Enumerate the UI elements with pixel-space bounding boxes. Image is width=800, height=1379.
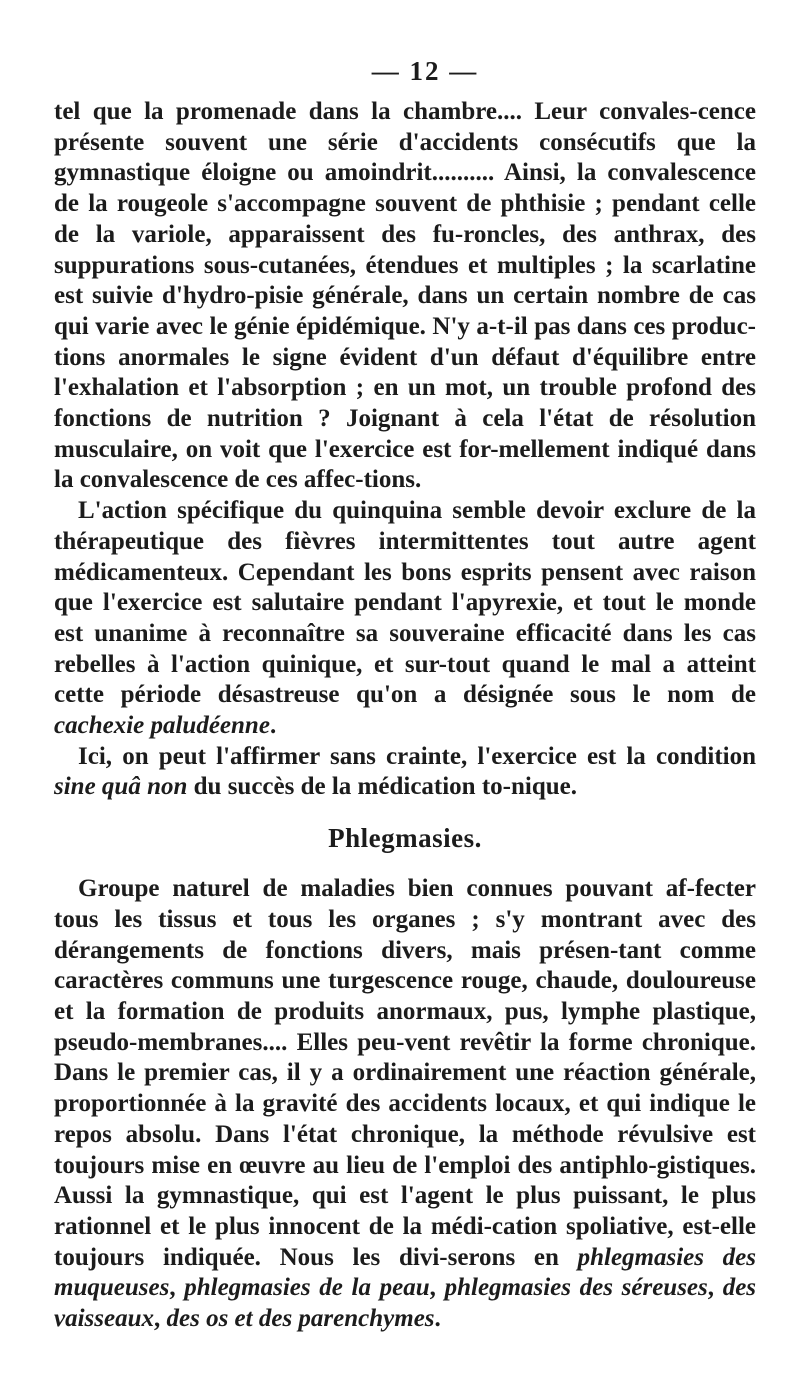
paragraph-quinquina: [54, 496, 756, 742]
section-heading: Phlegmasies.: [328, 823, 482, 854]
italic-term: cachexie paludéenne: [54, 712, 270, 740]
paragraph-text: .: [434, 1305, 441, 1333]
paragraph-phlegmasies: [54, 874, 756, 1335]
paragraph-text: .: [269, 712, 277, 740]
paragraph-text: Ici, on peut l'affirmer sans crainte, l'exercice est la condition: [78, 742, 756, 770]
paragraph-text: du succès de la médication to-nique.: [187, 773, 577, 801]
separator: ,: [429, 1274, 445, 1302]
paragraph-text: tel que la promenade dans la chambre.... Leur convales-cence présente souvent une série d'accidents consécutifs que la gymnastique éloigne ou amoindrit.......... Ainsi, la convalescence de la rougeole s'accompagne souvent de phthisie ; pendant celle de la variole, apparaissent des fu-roncles, des anthrax, des suppurations sous-cutanées, étendues et multiples ; la scarlatine est suivie d'hydro-pisie générale, dans un certain nombre de cas qui varie avec le génie épidémique. N'y a-t-il pas dans ces produc-tions anormales le signe évident d'un défaut d'équilibre entre l'exhalation et l'absorption ; en un mot, un trouble profond des fonctions de nutrition ? Joignant à cela l'état de résolution musculaire, on voit que l'exercice est for-mellement indiqué dans la convalescence de ces affec-tions.: [54, 98, 756, 494]
paragraph-condition: [54, 742, 756, 803]
italic-term: des os et des parenchymes: [166, 1305, 435, 1333]
italic-term: phlegmasies des séreuses: [444, 1274, 708, 1302]
paragraph-convalescence: [54, 97, 756, 496]
italic-term: des vaisseaux: [54, 1274, 757, 1333]
page-number: — 12 —: [371, 56, 479, 86]
separator: ,: [154, 1305, 167, 1333]
page: [54, 56, 756, 1335]
italic-term: phlegmasies de la peau: [184, 1274, 430, 1302]
separator: ,: [707, 1274, 723, 1302]
italic-term: phlegmasies des muqueuses: [54, 1243, 757, 1302]
paragraph-text: Groupe naturel de maladies bien connues pouvant af-fecter tous les tissus et tous les organes ; s'y montrant avec des dérangements de fonctions divers, mais présen-tant comme caractères communs une turgescence rouge, chaude, douloureuse et la formation de produits anormaux, pus, lymphe plastique, pseudo-membranes.... Elles peu-vent revêtir la forme chronique. Dans le premier cas, il y a ordinairement une réaction générale, proportionnée à la gravité des accidents locaux, et qui indique le repos absolu. Dans l'état chronique, la méthode révulsive est toujours mise en œuvre au lieu de l'emploi des antiphlo-gistiques. Aussi la gymnastique, qui est l'agent le plus puissant, le plus rationnel et le plus innocent de la médi-cation spoliative, est-elle toujours indiquée. Nous les divi-serons en: [54, 875, 756, 1271]
separator: ,: [169, 1274, 185, 1302]
italic-term: sine quâ non: [54, 773, 188, 801]
paragraph-text: L'action spécifique du quinquina semble devoir exclure de la thérapeutique des fièvres intermittentes tout autre agent médicamenteux. Cependant les bons esprits pensent avec raison que l'exercice est salutaire pendant l'apyrexie, et tout le monde est unanime à reconnaître sa souveraine efficacité dans les cas rebelles à l'action quinique, et sur-tout quand le mal a atteint cette période désastreuse qu'on a désignée sous le nom de: [54, 497, 756, 709]
